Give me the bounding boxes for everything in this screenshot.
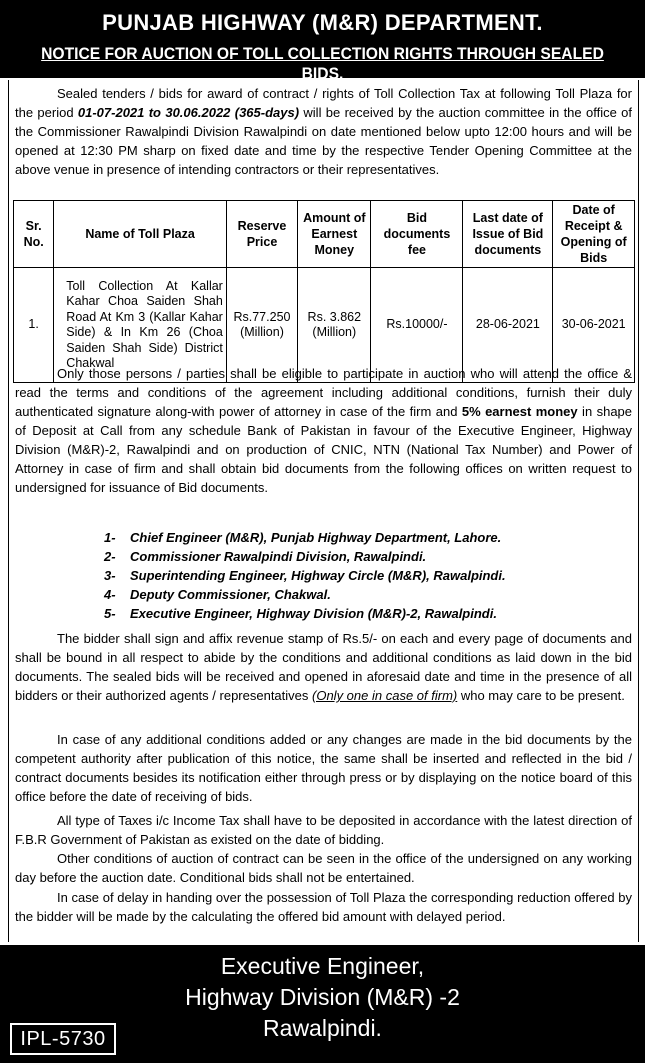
signatory-division: Highway Division (M&R) -2 bbox=[185, 984, 460, 1010]
list-item bbox=[104, 547, 506, 566]
item-number: 4- bbox=[104, 587, 116, 602]
col-reserve-price: Reserve Price bbox=[226, 201, 297, 268]
offices-list bbox=[104, 528, 506, 623]
additional-conditions-paragraph: In case of any additional conditions added or any changes are made in the bid documents by the competent authority after publication of this notice, the same shall be inserted and reflected in the bid / contract documents besides its notification either through press or by displaying on the notice board of this office before the date of receiving of bids. bbox=[15, 732, 632, 804]
col-earnest-money: Amount of Earnest Money bbox=[298, 201, 371, 268]
delay-paragraph: In case of delay in handing over the possession of Toll Plaza the corresponding reduction offered by the bidder will be made by the calculating the offered bid amount with delayed period. bbox=[15, 890, 632, 924]
notice-body bbox=[8, 80, 639, 942]
cell-sr: 1. bbox=[14, 268, 54, 383]
item-text: Superintending Engineer, Highway Circle (M&R), Rawalpindi. bbox=[130, 568, 506, 583]
eligibility-paragraph bbox=[9, 364, 638, 497]
cell-opening: 30-06-2021 bbox=[553, 268, 635, 383]
notice-header bbox=[0, 0, 645, 83]
col-toll-plaza: Name of Toll Plaza bbox=[54, 201, 227, 268]
stamp-text-2: who may care to be present. bbox=[457, 688, 625, 703]
cell-earnest: Rs. 3.862 (Million) bbox=[298, 268, 371, 383]
col-sr-no: Sr. No. bbox=[14, 201, 54, 268]
eligibility-text-1: Only those persons / parties shall be eligible to participate in auction who will attend the office & read the terms and conditions of the agreement including additional conditions, furnish their duly authenticated signature along-with power of attorney in case of the firm and bbox=[15, 366, 632, 419]
list-item bbox=[104, 585, 506, 604]
cell-last-date: 28-06-2021 bbox=[463, 268, 553, 383]
item-text: Executive Engineer, Highway Division (M&R)-2, Rawalpindi. bbox=[130, 606, 497, 621]
toll-plaza-table bbox=[13, 200, 635, 383]
eligibility-text-2: in shape of Deposit at Call from any schedule Bank of Pakistan in favour of the Executive Engineer, Highway Division (M&R)-2, Rawalpindi and on production of CNIC, NTN (National Tax Number) and Power of Attorney in case of firm and shall obtain bid documents from the following offices on written request to undersigned for issuance of Bid documents. bbox=[15, 404, 633, 495]
signatory-city: Rawalpindi. bbox=[263, 1015, 382, 1041]
cell-reserve: Rs.77.250 (Million) bbox=[226, 268, 297, 383]
firm-note: (Only one in case of firm) bbox=[312, 688, 458, 703]
notice-subtitle: NOTICE FOR AUCTION OF TOLL COLLECTION RIGHTS THROUGH SEALED BIDS. bbox=[41, 44, 604, 83]
item-text: Commissioner Rawalpindi Division, Rawalpindi. bbox=[130, 549, 427, 564]
other-conditions-paragraph: Other conditions of auction of contract can be seen in the office of the undersigned on any working day before the auction date. Conditional bids shall not be entertained. bbox=[15, 851, 632, 885]
col-opening-date: Date of Receipt & Opening of Bids bbox=[553, 201, 635, 268]
intro-paragraph bbox=[9, 84, 638, 179]
cell-fee: Rs.10000/- bbox=[371, 268, 463, 383]
cell-plaza: Toll Collection At Kallar Kahar Choa Saiden Shah Road At Km 3 (Kallar Kahar Side) & In Km 26 (Choa Saiden Shah Side) District Chakwal bbox=[54, 268, 227, 383]
item-number: 3- bbox=[104, 568, 116, 583]
intro-text-1: Sealed tenders / bids for award of contract / rights of Toll Collection Tax at following Toll Plaza for the period bbox=[15, 86, 632, 120]
ipl-code-badge: IPL-5730 bbox=[10, 1023, 116, 1055]
list-item bbox=[104, 528, 506, 547]
department-title: PUNJAB HIGHWAY (M&R) DEPARTMENT. bbox=[102, 10, 543, 35]
item-number: 1- bbox=[104, 530, 116, 545]
intro-text-2: will be received by the auction committee in the office of the Commissioner Rawalpindi Division Rawalpindi on date mentioned below upto 12:00 hours and will be opened at 12:30 PM sharp on fixed date and time by the respective Tender Opening Committee at the above venue in presence of intending contractors or their representatives. bbox=[15, 105, 632, 177]
table-header-row bbox=[14, 201, 635, 268]
list-item bbox=[104, 566, 506, 585]
item-text: Deputy Commissioner, Chakwal. bbox=[130, 587, 331, 602]
earnest-money-highlight: 5% earnest money bbox=[461, 404, 578, 419]
item-text: Chief Engineer (M&R), Punjab Highway Department, Lahore. bbox=[130, 530, 502, 545]
stamp-text-1: The bidder shall sign and affix revenue stamp of Rs.5/- on each and every page of documents and shall be bound in all respect to abide by the conditions and additional conditions as laid down in the bid documents. The sealed bids will be received and opened in aforesaid date and time in the presence of all bidders or their authorized agents / representatives bbox=[15, 631, 632, 703]
item-number: 5- bbox=[104, 606, 116, 621]
col-last-date: Last date of Issue of Bid documents bbox=[463, 201, 553, 268]
notice-footer bbox=[0, 945, 645, 1063]
signatory-title: Executive Engineer, bbox=[220, 953, 425, 979]
taxes-paragraph: All type of Taxes i/c Income Tax shall have to be deposited in accordance with the latest direction of F.B.R Government of Pakistan as existed on the date of bidding. bbox=[15, 813, 632, 847]
col-bid-fee: Bid documents fee bbox=[371, 201, 463, 268]
stamp-paragraph bbox=[9, 629, 638, 705]
contract-period: 01-07-2021 to 30.06.2022 (365-days) bbox=[77, 105, 300, 120]
list-item bbox=[104, 604, 506, 623]
item-number: 2- bbox=[104, 549, 116, 564]
